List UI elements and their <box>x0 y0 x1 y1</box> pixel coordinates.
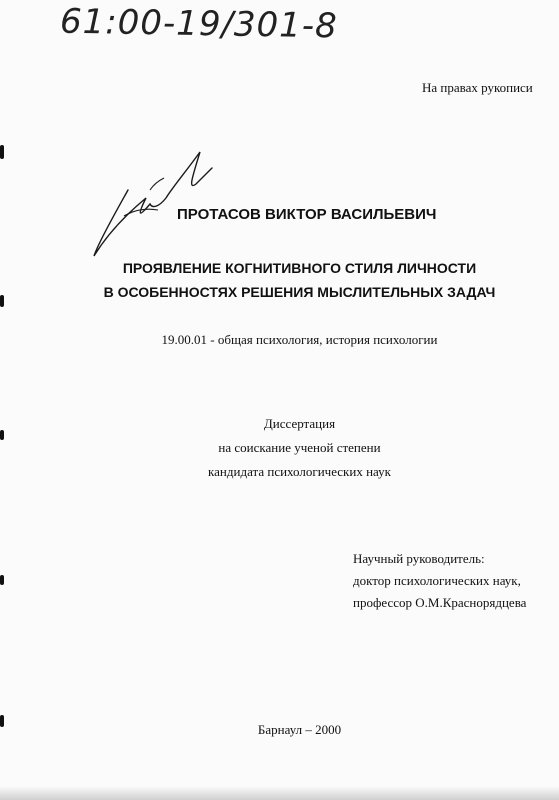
scan-bottom-edge <box>0 786 559 800</box>
dissertation-title-line-1: ПРОЯВЛЕНИЕ КОГНИТИВНОГО СТИЛЯ ЛИЧНОСТИ <box>122 260 477 276</box>
scan-binding-mark <box>0 715 4 727</box>
specialty-code: 19.00.01 - общая психология, история психологии <box>161 332 438 347</box>
supervisor-line-1: Научный руководитель: <box>353 551 485 566</box>
place-and-year: Барнаул – 2000 <box>257 722 342 737</box>
supervisor-line-2: доктор психологических наук, <box>353 573 521 588</box>
scan-binding-mark <box>0 295 4 307</box>
scan-binding-mark <box>0 145 4 159</box>
degree-line-1: Диссертация <box>263 416 336 431</box>
rights-note: На правах рукописи <box>422 80 533 95</box>
degree-line-2: на соискание ученой степени <box>218 440 381 455</box>
handwritten-signature <box>88 138 218 268</box>
archive-code-handwritten: 61:00-19/301-8 <box>59 1 339 47</box>
scan-binding-mark <box>0 430 4 440</box>
scan-binding-mark <box>0 575 4 585</box>
dissertation-title-line-2: В ОСОБЕННОСТЯХ РЕШЕНИЯ МЫСЛИТЕЛЬНЫХ ЗАДАЧ <box>103 284 496 300</box>
supervisor-line-3: профессор О.М.Краснорядцева <box>353 595 527 610</box>
supervisor-info <box>353 548 526 614</box>
degree-statement <box>20 412 559 484</box>
degree-line-3: кандидата психологических наук <box>208 464 391 479</box>
author-name: ПРОТАСОВ ВИКТОР ВАСИЛЬЕВИЧ <box>177 206 437 223</box>
